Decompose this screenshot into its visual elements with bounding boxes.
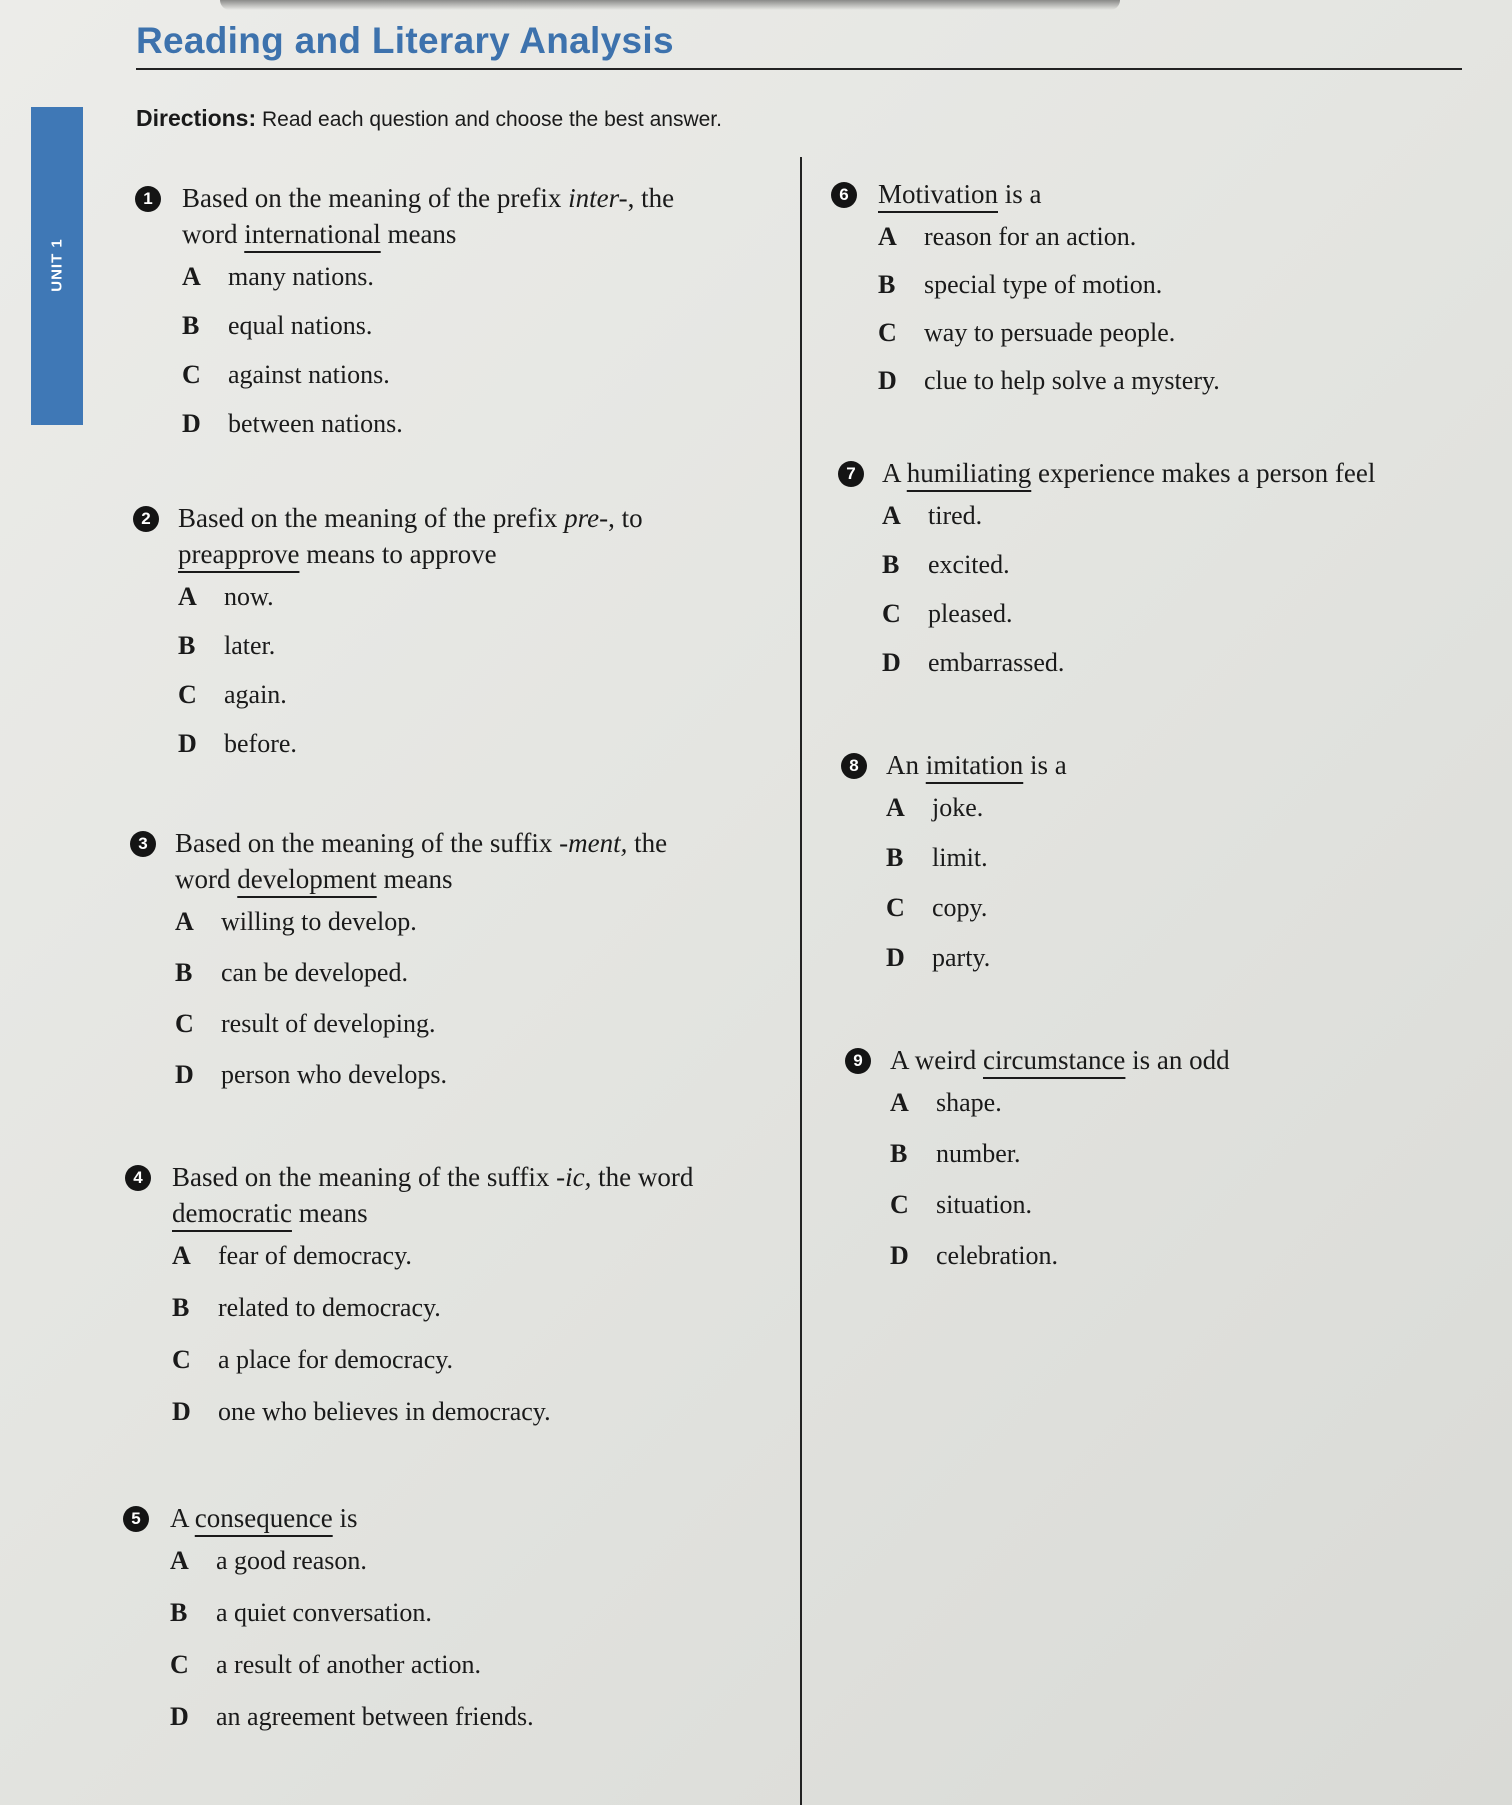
choice-text: fear of democracy. (218, 1241, 412, 1270)
choice-text: willing to develop. (221, 907, 417, 936)
stem-text: is (332, 1503, 358, 1533)
choice-a[interactable] (178, 582, 738, 631)
choice-d[interactable] (178, 729, 738, 778)
question-stem (131, 1500, 730, 1536)
choice-text: a result of another action. (216, 1650, 481, 1679)
choice-d[interactable] (886, 943, 1446, 993)
question-number-badge: 8 (841, 753, 867, 779)
choice-text: equal nations. (228, 311, 373, 340)
choice-text: excited. (928, 550, 1010, 579)
choice-c[interactable] (886, 893, 1446, 943)
stem-line-2 (172, 1195, 772, 1231)
choice-b[interactable] (882, 550, 1482, 599)
choice-a[interactable] (172, 1241, 772, 1293)
stem-text: means (376, 864, 453, 894)
question-number-badge: 9 (845, 1048, 871, 1074)
choice-c[interactable] (882, 599, 1482, 648)
stem-text: is a (1023, 750, 1067, 780)
choice-b[interactable] (878, 270, 1438, 318)
directions-text: Read each question and choose the best answer. (261, 108, 722, 131)
choice-text: later. (224, 631, 276, 660)
choice-text: a place for democracy. (218, 1345, 454, 1374)
question-7 (846, 455, 1482, 697)
question-number-badge: 6 (831, 182, 857, 208)
choice-letter: C (886, 893, 905, 922)
choice-text: person who develops. (221, 1060, 448, 1089)
question-stem (138, 825, 755, 897)
vocab-word: Motivation (878, 179, 998, 209)
choice-c[interactable] (170, 1650, 730, 1702)
stem-line-1 (175, 825, 755, 861)
choice-letter: D (170, 1702, 189, 1731)
choice-text: clue to help solve a mystery. (924, 366, 1220, 395)
choice-d[interactable] (175, 1060, 755, 1111)
answer-choices (175, 907, 755, 1111)
stem-text: is a (998, 179, 1042, 209)
choice-letter: A (178, 582, 197, 611)
question-stem (839, 176, 1438, 212)
choice-letter: B (175, 958, 193, 987)
choice-text: again. (224, 680, 287, 709)
stem-text: , to (608, 503, 643, 533)
question-8 (849, 747, 1446, 993)
choice-letter: A (182, 262, 201, 291)
stem-line-1 (886, 747, 1446, 783)
choice-b[interactable] (182, 311, 742, 360)
choice-a[interactable] (175, 907, 755, 958)
stem-line-2 (182, 216, 742, 252)
title-divider (136, 68, 1462, 70)
stem-text: is an odd (1125, 1045, 1230, 1075)
stem-line-1 (882, 455, 1482, 491)
stem-text: experience makes a person feel (1031, 458, 1376, 488)
choice-text: reason for an action. (924, 222, 1137, 251)
choice-letter: D (172, 1397, 191, 1426)
stem-italic: -ment, (559, 828, 628, 858)
stem-text: Based on the meaning of the prefix (182, 183, 569, 213)
stem-text: means (380, 219, 457, 249)
choice-b[interactable] (890, 1139, 1470, 1190)
question-6 (839, 176, 1438, 414)
stem-line-1 (182, 180, 742, 216)
choice-a[interactable] (182, 262, 742, 311)
choice-b[interactable] (170, 1598, 730, 1650)
question-stem (143, 180, 742, 252)
choice-a[interactable] (878, 222, 1438, 270)
choice-letter: A (886, 793, 905, 822)
choice-letter: C (178, 680, 197, 709)
choice-text: many nations. (228, 262, 374, 291)
stem-text: means (291, 1198, 368, 1228)
choice-letter: B (878, 270, 896, 299)
stem-text: An (886, 750, 926, 780)
answer-choices (170, 1546, 730, 1754)
choice-letter: D (878, 366, 897, 395)
choice-letter: B (172, 1293, 190, 1322)
stem-italic: pre- (564, 503, 609, 533)
choice-letter: C (890, 1190, 909, 1219)
choice-letter: C (172, 1345, 191, 1374)
stem-line-2 (178, 536, 738, 572)
question-5 (131, 1500, 730, 1754)
choice-a[interactable] (882, 501, 1482, 550)
question-number-badge: 1 (135, 186, 161, 212)
answer-choices (890, 1088, 1470, 1292)
stem-text: A weird (890, 1045, 983, 1075)
stem-line-1 (170, 1500, 730, 1536)
stem-italic: inter- (568, 183, 628, 213)
choice-c[interactable] (178, 680, 738, 729)
choice-c[interactable] (890, 1190, 1470, 1241)
choice-a[interactable] (886, 793, 1446, 843)
stem-text: means to approve (299, 539, 497, 569)
choice-c[interactable] (878, 318, 1438, 366)
choice-text: an agreement between friends. (216, 1702, 534, 1731)
choice-text: related to democracy. (218, 1293, 441, 1322)
stem-text: Based on the meaning of the suffix (175, 828, 560, 858)
choice-letter: A (890, 1088, 909, 1117)
directions (136, 105, 722, 132)
column-divider (800, 157, 802, 1805)
choice-letter: D (178, 729, 197, 758)
question-number-badge: 2 (133, 506, 159, 532)
choice-d[interactable] (170, 1702, 730, 1754)
choice-letter: A (172, 1241, 191, 1270)
choice-d[interactable] (182, 409, 742, 458)
vocab-word: imitation (925, 750, 1024, 780)
page-edge-shadow (220, 0, 1120, 10)
vocab-word: democratic (172, 1198, 292, 1228)
question-4 (133, 1159, 772, 1449)
choice-letter: C (175, 1009, 194, 1038)
choice-letter: B (890, 1139, 908, 1168)
vocab-word: circumstance (982, 1045, 1126, 1075)
unit-tab-label: UNIT 1 (48, 238, 66, 292)
choice-letter: A (175, 907, 194, 936)
page-title: Reading and Literary Analysis (136, 20, 674, 61)
question-stem (141, 500, 738, 572)
choice-text: result of developing. (221, 1009, 436, 1038)
stem-text: the word (591, 1162, 694, 1192)
choice-text: limit. (932, 843, 988, 872)
choice-letter: D (182, 409, 201, 438)
stem-text: Based on the meaning of the suffix (172, 1162, 557, 1192)
choice-letter: D (882, 648, 901, 677)
choice-letter: C (182, 360, 201, 389)
choice-d[interactable] (172, 1397, 772, 1449)
choice-b[interactable] (178, 631, 738, 680)
vocab-word: humiliating (906, 458, 1032, 488)
question-3 (138, 825, 755, 1111)
answer-choices (878, 222, 1438, 414)
choice-text: a good reason. (216, 1546, 367, 1575)
choice-text: before. (224, 729, 297, 758)
choice-text: against nations. (228, 360, 390, 389)
choice-text: number. (936, 1139, 1021, 1168)
choice-text: situation. (936, 1190, 1033, 1219)
choice-letter: B (182, 311, 200, 340)
choice-text: can be developed. (221, 958, 408, 987)
choice-text: way to persuade people. (924, 318, 1176, 347)
choice-letter: B (178, 631, 196, 660)
choice-letter: B (882, 550, 900, 579)
choice-c[interactable] (172, 1345, 772, 1397)
answer-choices (178, 582, 738, 778)
answer-choices (882, 501, 1482, 697)
choice-letter: A (170, 1546, 189, 1575)
choice-b[interactable] (172, 1293, 772, 1345)
choice-text: joke. (932, 793, 984, 822)
vocab-word: development (237, 864, 377, 894)
question-stem (133, 1159, 772, 1231)
choice-d[interactable] (878, 366, 1438, 414)
stem-line-2 (175, 861, 755, 897)
choice-d[interactable] (890, 1241, 1470, 1292)
choice-text: a quiet conversation. (216, 1598, 432, 1627)
answer-choices (172, 1241, 772, 1449)
choice-letter: B (886, 843, 904, 872)
answer-choices (182, 262, 742, 458)
stem-line-1 (172, 1159, 772, 1195)
answer-choices (886, 793, 1446, 993)
question-2 (141, 500, 738, 778)
question-number-badge: 3 (130, 831, 156, 857)
stem-text: A (170, 1503, 195, 1533)
choice-letter: C (882, 599, 901, 628)
choice-letter: D (175, 1060, 194, 1089)
question-1 (143, 180, 742, 458)
choice-text: celebration. (936, 1241, 1058, 1270)
choice-letter: C (170, 1650, 189, 1679)
stem-line-1 (878, 176, 1438, 212)
choice-text: tired. (928, 501, 983, 530)
choice-a[interactable] (170, 1546, 730, 1598)
stem-text: word (182, 219, 245, 249)
choice-text: embarrassed. (928, 648, 1065, 677)
choice-text: pleased. (928, 599, 1013, 628)
choice-text: one who believes in democracy. (218, 1397, 551, 1426)
question-9 (853, 1042, 1470, 1292)
choice-letter: C (878, 318, 897, 347)
stem-text: the (627, 828, 668, 858)
choice-b[interactable] (175, 958, 755, 1009)
choice-b[interactable] (886, 843, 1446, 893)
choice-text: shape. (936, 1088, 1002, 1117)
choice-d[interactable] (882, 648, 1482, 697)
choice-text: between nations. (228, 409, 403, 438)
vocab-word: consequence (194, 1503, 333, 1533)
choice-text: special type of motion. (924, 270, 1163, 299)
choice-letter: D (890, 1241, 909, 1270)
question-stem (849, 747, 1446, 783)
question-number-badge: 7 (838, 461, 864, 487)
stem-text: , the (627, 183, 675, 213)
vocab-word: preapprove (178, 539, 300, 569)
choice-c[interactable] (182, 360, 742, 409)
question-stem (846, 455, 1482, 491)
stem-italic: -ic, (556, 1162, 592, 1192)
choice-letter: A (878, 222, 897, 251)
choice-letter: D (886, 943, 905, 972)
choice-a[interactable] (890, 1088, 1470, 1139)
choice-text: now. (224, 582, 274, 611)
directions-label: Directions: (136, 105, 257, 131)
stem-line-1 (890, 1042, 1470, 1078)
question-number-badge: 4 (125, 1165, 151, 1191)
stem-line-1 (178, 500, 738, 536)
choice-text: party. (932, 943, 991, 972)
choice-text: copy. (932, 893, 988, 922)
question-stem (853, 1042, 1470, 1078)
choice-letter: B (170, 1598, 188, 1627)
stem-text: A (882, 458, 907, 488)
question-number-badge: 5 (123, 1506, 149, 1532)
stem-text: word (175, 864, 238, 894)
vocab-word: international (244, 219, 381, 249)
choice-c[interactable] (175, 1009, 755, 1060)
choice-letter: A (882, 501, 901, 530)
stem-text: Based on the meaning of the prefix (178, 503, 565, 533)
